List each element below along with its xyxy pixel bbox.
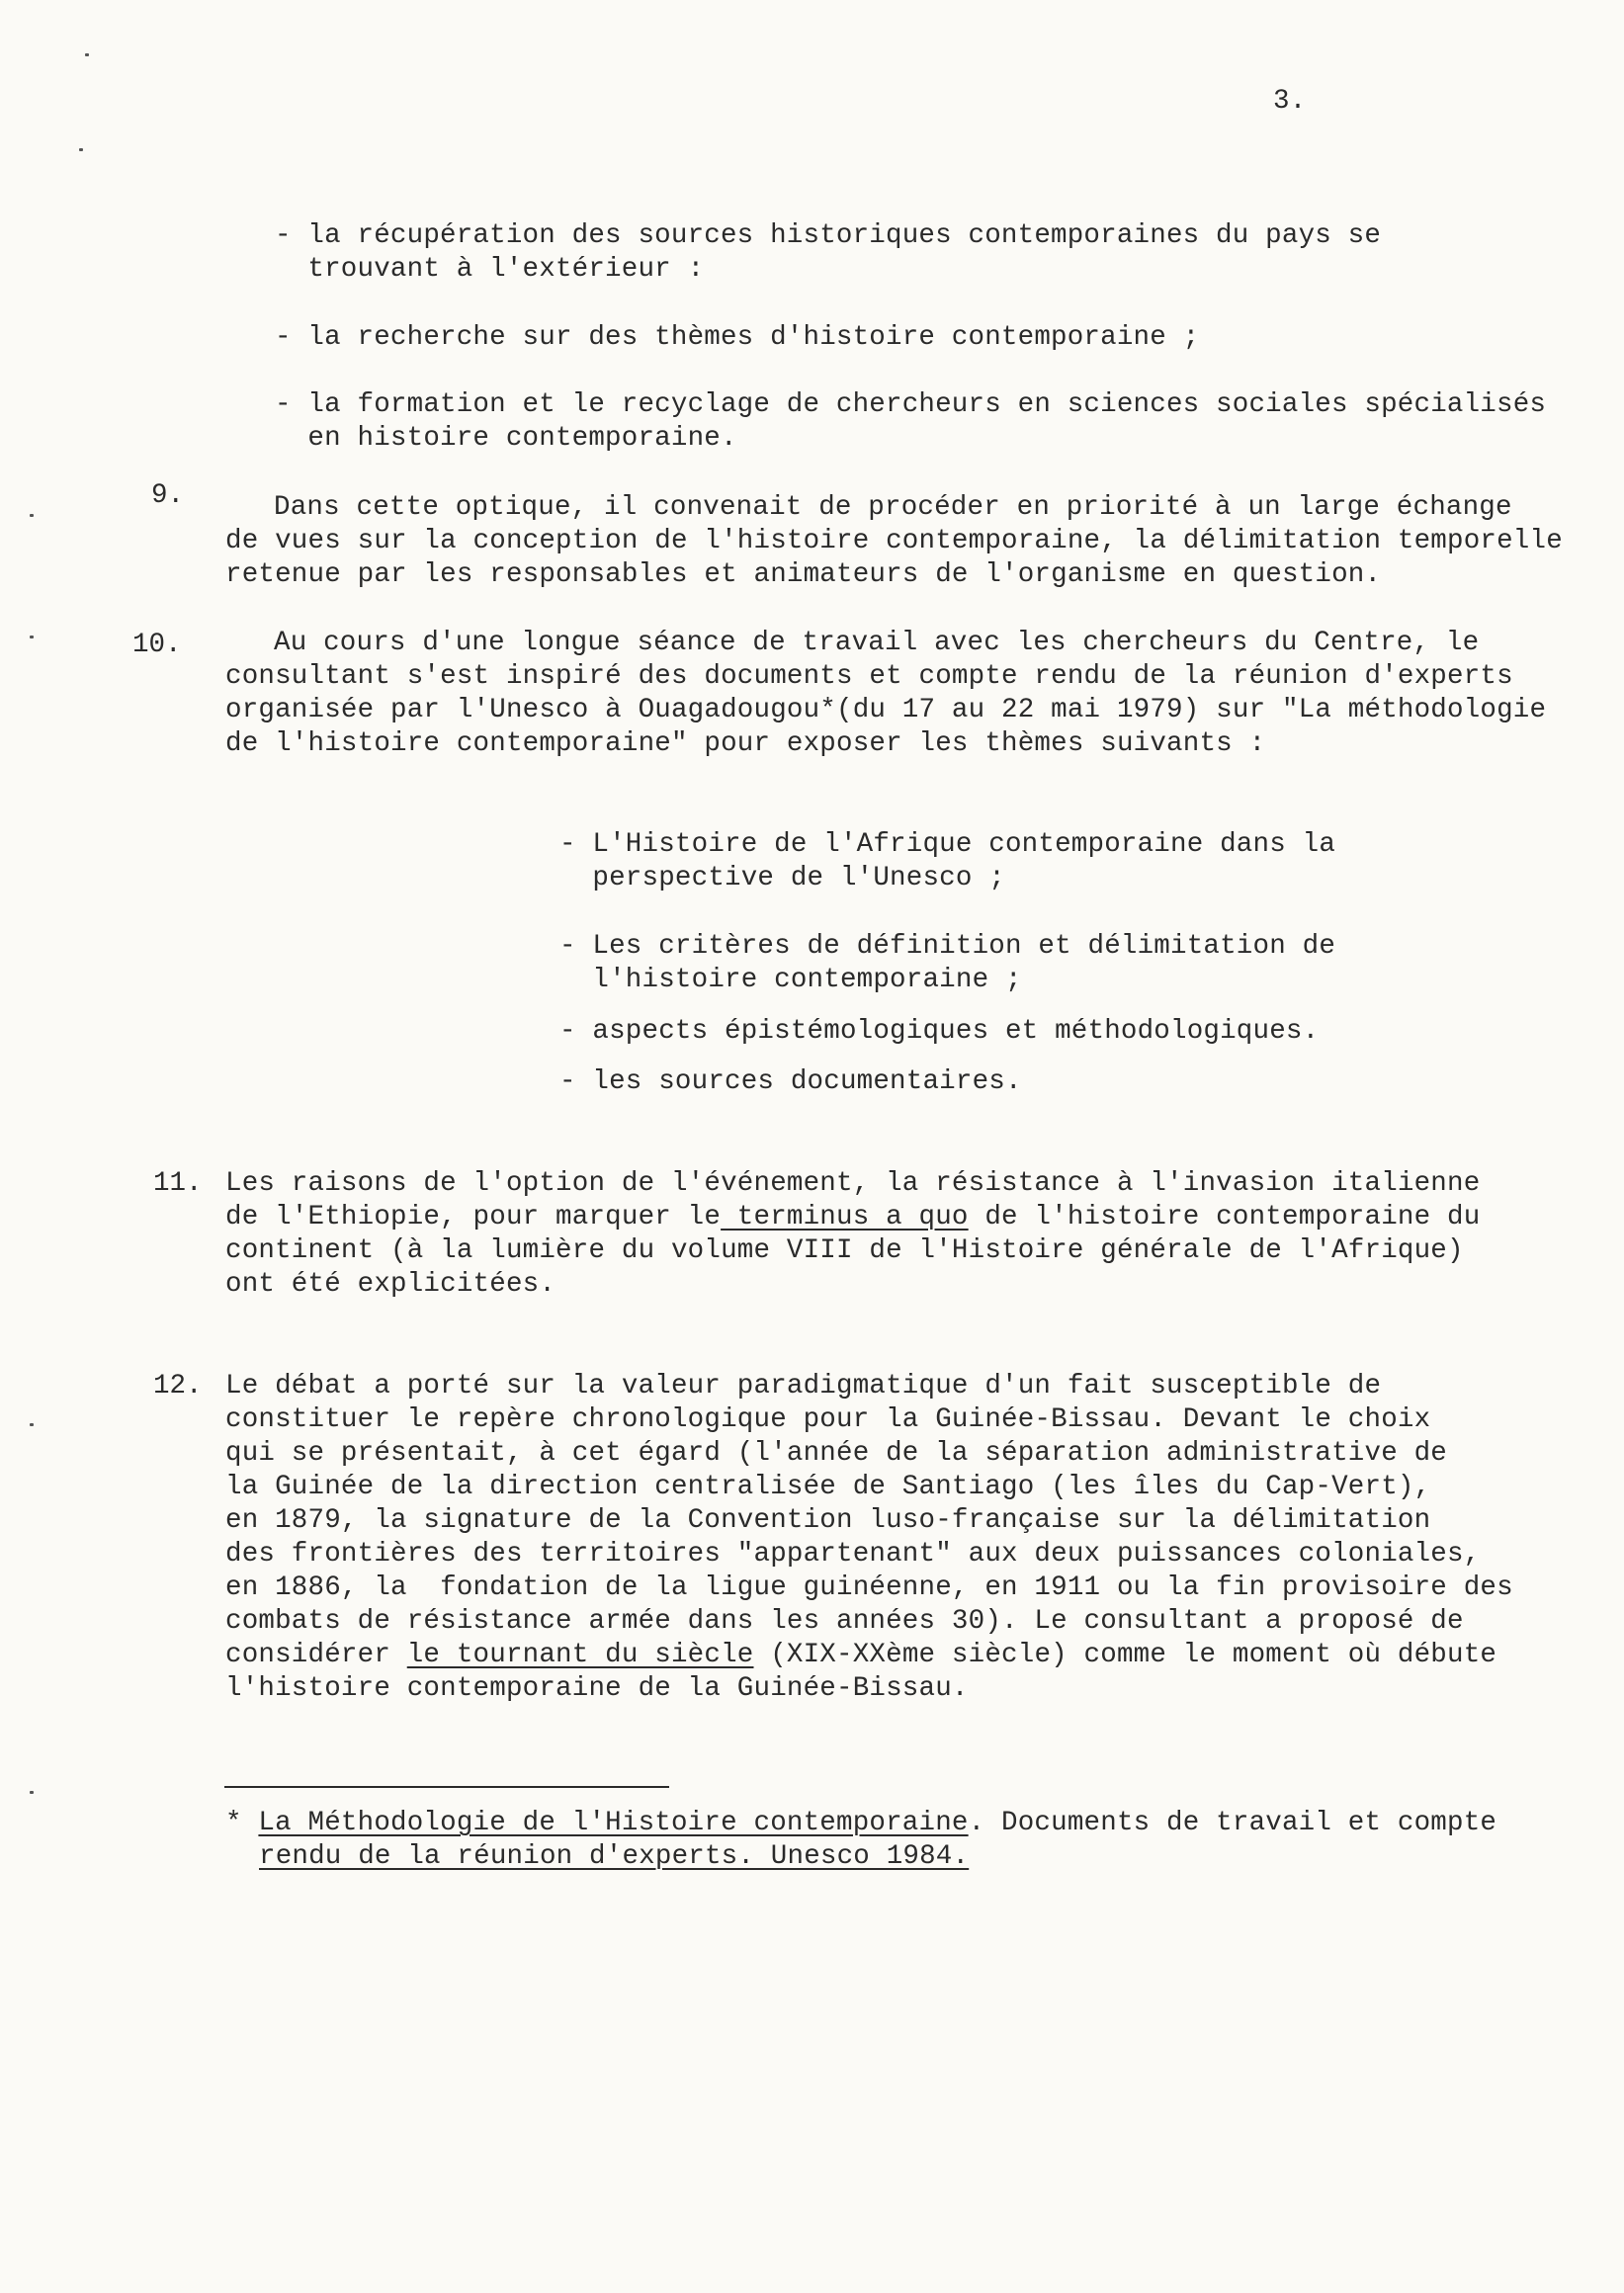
footnote-marker: * [225, 1808, 242, 1838]
list-item: perspective de l'Unesco ; [559, 863, 1005, 893]
scan-speck [85, 53, 89, 56]
paragraph-12-line: combats de résistance armée dans les années 30). Le consultant a proposé de [225, 1606, 1464, 1637]
list-item: - L'Histoire de l'Afrique contemporaine dans la [559, 829, 1336, 860]
footnote-text: rendu de la réunion d'experts. Unesco 1984. [259, 1841, 970, 1872]
underlined-term: terminus a quo [721, 1202, 969, 1232]
paragraph-9-line: Dans cette optique, il convenait de procéder en priorité à un large échange [274, 492, 1512, 523]
paragraph-9-line: de vues sur la conception de l'histoire contemporaine, la délimitation temporelle [225, 526, 1563, 556]
list-item: - Les critères de définition et délimitation de [559, 931, 1336, 962]
paragraph-12-line: qui se présentait, à cet égard (l'année de la séparation administrative de [225, 1438, 1447, 1469]
paragraph-12-line: en 1879, la signature de la Convention luso-française sur la délimitation [225, 1505, 1431, 1536]
list-item: - la récupération des sources historiques contemporaines du pays se [275, 220, 1382, 251]
paragraph-11-line [225, 1201, 1480, 1234]
text-segment: considérer [225, 1640, 407, 1670]
paragraph-12-line: la Guinée de la direction centralisée de Santiago (les îles du Cap-Vert), [225, 1472, 1431, 1502]
paragraph-10-line: organisée par l'Unesco à Ouagadougou*(du 17 au 22 mai 1979) sur "La méthodologie [225, 695, 1547, 725]
text-segment: (XIX-XXème siècle) comme le moment où débute [753, 1640, 1497, 1670]
paragraph-12-line: en 1886, la fondation de la ligue guinéenne, en 1911 ou la fin provisoire des [225, 1572, 1513, 1603]
paragraph-11-line: continent (à la lumière du volume VIII de l'Histoire générale de l'Afrique) [225, 1235, 1464, 1266]
list-item: - la recherche sur des thèmes d'histoire contemporaine ; [275, 322, 1200, 353]
scan-speck [30, 1791, 34, 1794]
paragraph-12-line: constituer le repère chronologique pour la Guinée-Bissau. Devant le choix [225, 1404, 1431, 1435]
underlined-term: le tournant du siècle [406, 1640, 754, 1670]
paragraph-12-line: Le débat a porté sur la valeur paradigmatique d'un fait susceptible de [225, 1371, 1382, 1401]
paragraph-10-line: Au cours d'une longue séance de travail avec les chercheurs du Centre, le [274, 628, 1480, 658]
list-item: - la formation et le recyclage de chercheurs en sciences sociales spécialisés [275, 389, 1547, 420]
paragraph-10-line: de l'histoire contemporaine" pour exposer les thèmes suivants : [225, 728, 1266, 759]
list-item: - les sources documentaires. [559, 1066, 1022, 1097]
scan-speck [79, 148, 83, 151]
paragraph-number: 11. [153, 1168, 203, 1199]
paragraph-10-line: consultant s'est inspiré des documents et compte rendu de la réunion d'experts [225, 661, 1513, 692]
paragraph-11-line: ont été explicitées. [225, 1269, 556, 1300]
footnote-separator [224, 1786, 669, 1788]
text-segment: de l'Ethiopie, pour marquer le [225, 1202, 722, 1232]
text-segment: . Documents de travail et compte [968, 1808, 1497, 1838]
footnote-line [225, 1807, 1496, 1840]
list-item: - aspects épistémologiques et méthodologiques. [559, 1016, 1320, 1047]
scan-speck [30, 1423, 34, 1426]
paragraph-number: 10. [132, 630, 182, 660]
list-item: l'histoire contemporaine ; [559, 965, 1022, 995]
scan-speck [30, 514, 34, 517]
paragraph-number: 12. [153, 1371, 203, 1401]
footnote-title: La Méthodologie de l'Histoire contemporaine [258, 1808, 969, 1838]
paragraph-12-line: l'histoire contemporaine de la Guinée-Bissau. [225, 1673, 969, 1704]
paragraph-11-line: Les raisons de l'option de l'événement, la résistance à l'invasion italienne [225, 1168, 1481, 1199]
scan-speck [30, 636, 34, 638]
page-number: 3. [1273, 86, 1307, 117]
paragraph-12-line [225, 1639, 1496, 1672]
text-segment: de l'histoire contemporaine du [968, 1202, 1481, 1232]
list-item: en histoire contemporaine. [275, 423, 737, 454]
paragraph-12-line: des frontières des territoires "appartenant" aux deux puissances coloniales, [225, 1539, 1481, 1570]
list-item: trouvant à l'extérieur : [275, 254, 705, 285]
paragraph-number: 9. [151, 480, 185, 511]
paragraph-9-line: retenue par les responsables et animateurs de l'organisme en question. [225, 559, 1382, 590]
footnote-line [259, 1840, 969, 1874]
